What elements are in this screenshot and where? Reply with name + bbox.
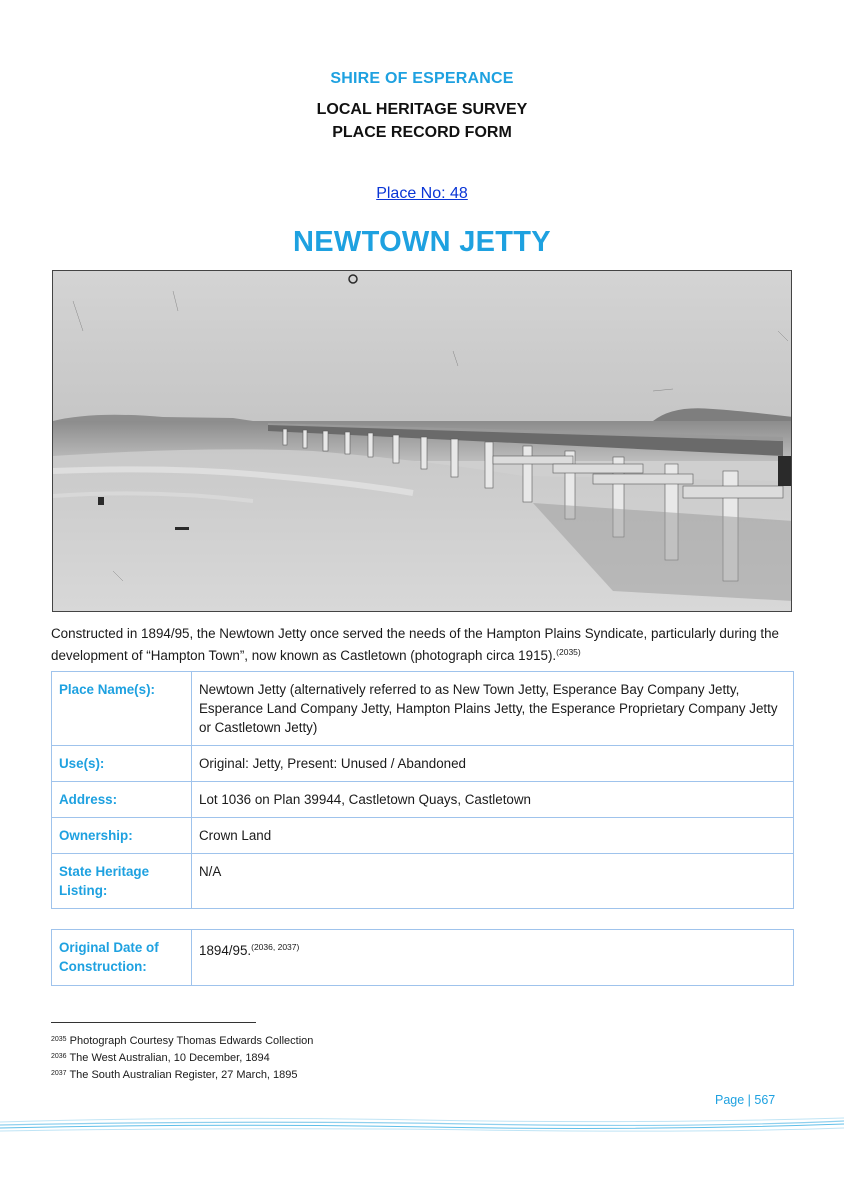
footnotes — [51, 1032, 313, 1083]
footnote — [51, 1032, 313, 1049]
state-heritage-listing-value: N/A — [192, 854, 794, 909]
table-row — [52, 818, 794, 854]
jetty-photograph — [52, 270, 792, 612]
uses-value: Original: Jetty, Present: Unused / Abandoned — [192, 746, 794, 782]
footnote-number: 2036 — [51, 1053, 67, 1060]
page-number: Page | 567 — [715, 1093, 776, 1107]
table-row — [52, 672, 794, 746]
uses-label: Use(s): — [52, 746, 192, 782]
footnote-text: The West Australian, 10 December, 1894 — [69, 1052, 270, 1064]
place-names-value: Newtown Jetty (alternatively referred to as New Town Jetty, Esperance Bay Company Jetty, Esperance Land Company Jetty, Hampton Plains Jetty, the Esperance Proprietary Company Jetty or Castletown Jetty) — [192, 672, 794, 746]
construction-date-text: 1894/95. — [199, 943, 252, 958]
footnote-number: 2037 — [51, 1070, 67, 1077]
table-row — [52, 746, 794, 782]
caption-reference: (2035) — [556, 647, 581, 657]
caption-text: Constructed in 1894/95, the Newtown Jetty once served the needs of the Hampton Plains Syndicate, particularly during the development of “Hampton Town”, now known as Castletown (photograph circa 1915). — [51, 626, 779, 663]
construction-date-value — [192, 930, 794, 986]
ownership-value: Crown Land — [192, 818, 794, 854]
state-heritage-listing-label: State Heritage Listing: — [52, 854, 192, 909]
photo-caption — [51, 624, 797, 665]
survey-heading: LOCAL HERITAGE SURVEY — [316, 101, 528, 118]
footnote — [51, 1049, 313, 1066]
place-names-label: Place Name(s): — [52, 672, 192, 746]
footnote-number: 2035 — [51, 1036, 67, 1043]
place-number-link[interactable]: Place No: 48 — [376, 185, 468, 202]
construction-date-label: Original Date of Construction: — [52, 930, 192, 986]
place-details-table — [51, 671, 794, 909]
table-row — [52, 782, 794, 818]
page-title: NEWTOWN JETTY — [293, 226, 551, 258]
decorative-wave-lines — [0, 1108, 844, 1138]
footnote-text: The South Australian Register, 27 March, 1895 — [69, 1069, 298, 1081]
ownership-label: Ownership: — [52, 818, 192, 854]
form-heading: PLACE RECORD FORM — [332, 124, 512, 141]
place-number — [0, 185, 844, 203]
table-row — [52, 854, 794, 909]
footnote — [51, 1066, 313, 1083]
construction-date-reference: (2036, 2037) — [251, 942, 300, 952]
address-label: Address: — [52, 782, 192, 818]
footnote-text: Photograph Courtesy Thomas Edwards Collection — [69, 1035, 314, 1047]
construction-table — [51, 929, 794, 986]
organisation-heading: SHIRE OF ESPERANCE — [330, 70, 514, 87]
address-value: Lot 1036 on Plan 39944, Castletown Quays, Castletown — [192, 782, 794, 818]
table-row — [52, 930, 794, 986]
footnote-divider — [51, 1022, 256, 1023]
